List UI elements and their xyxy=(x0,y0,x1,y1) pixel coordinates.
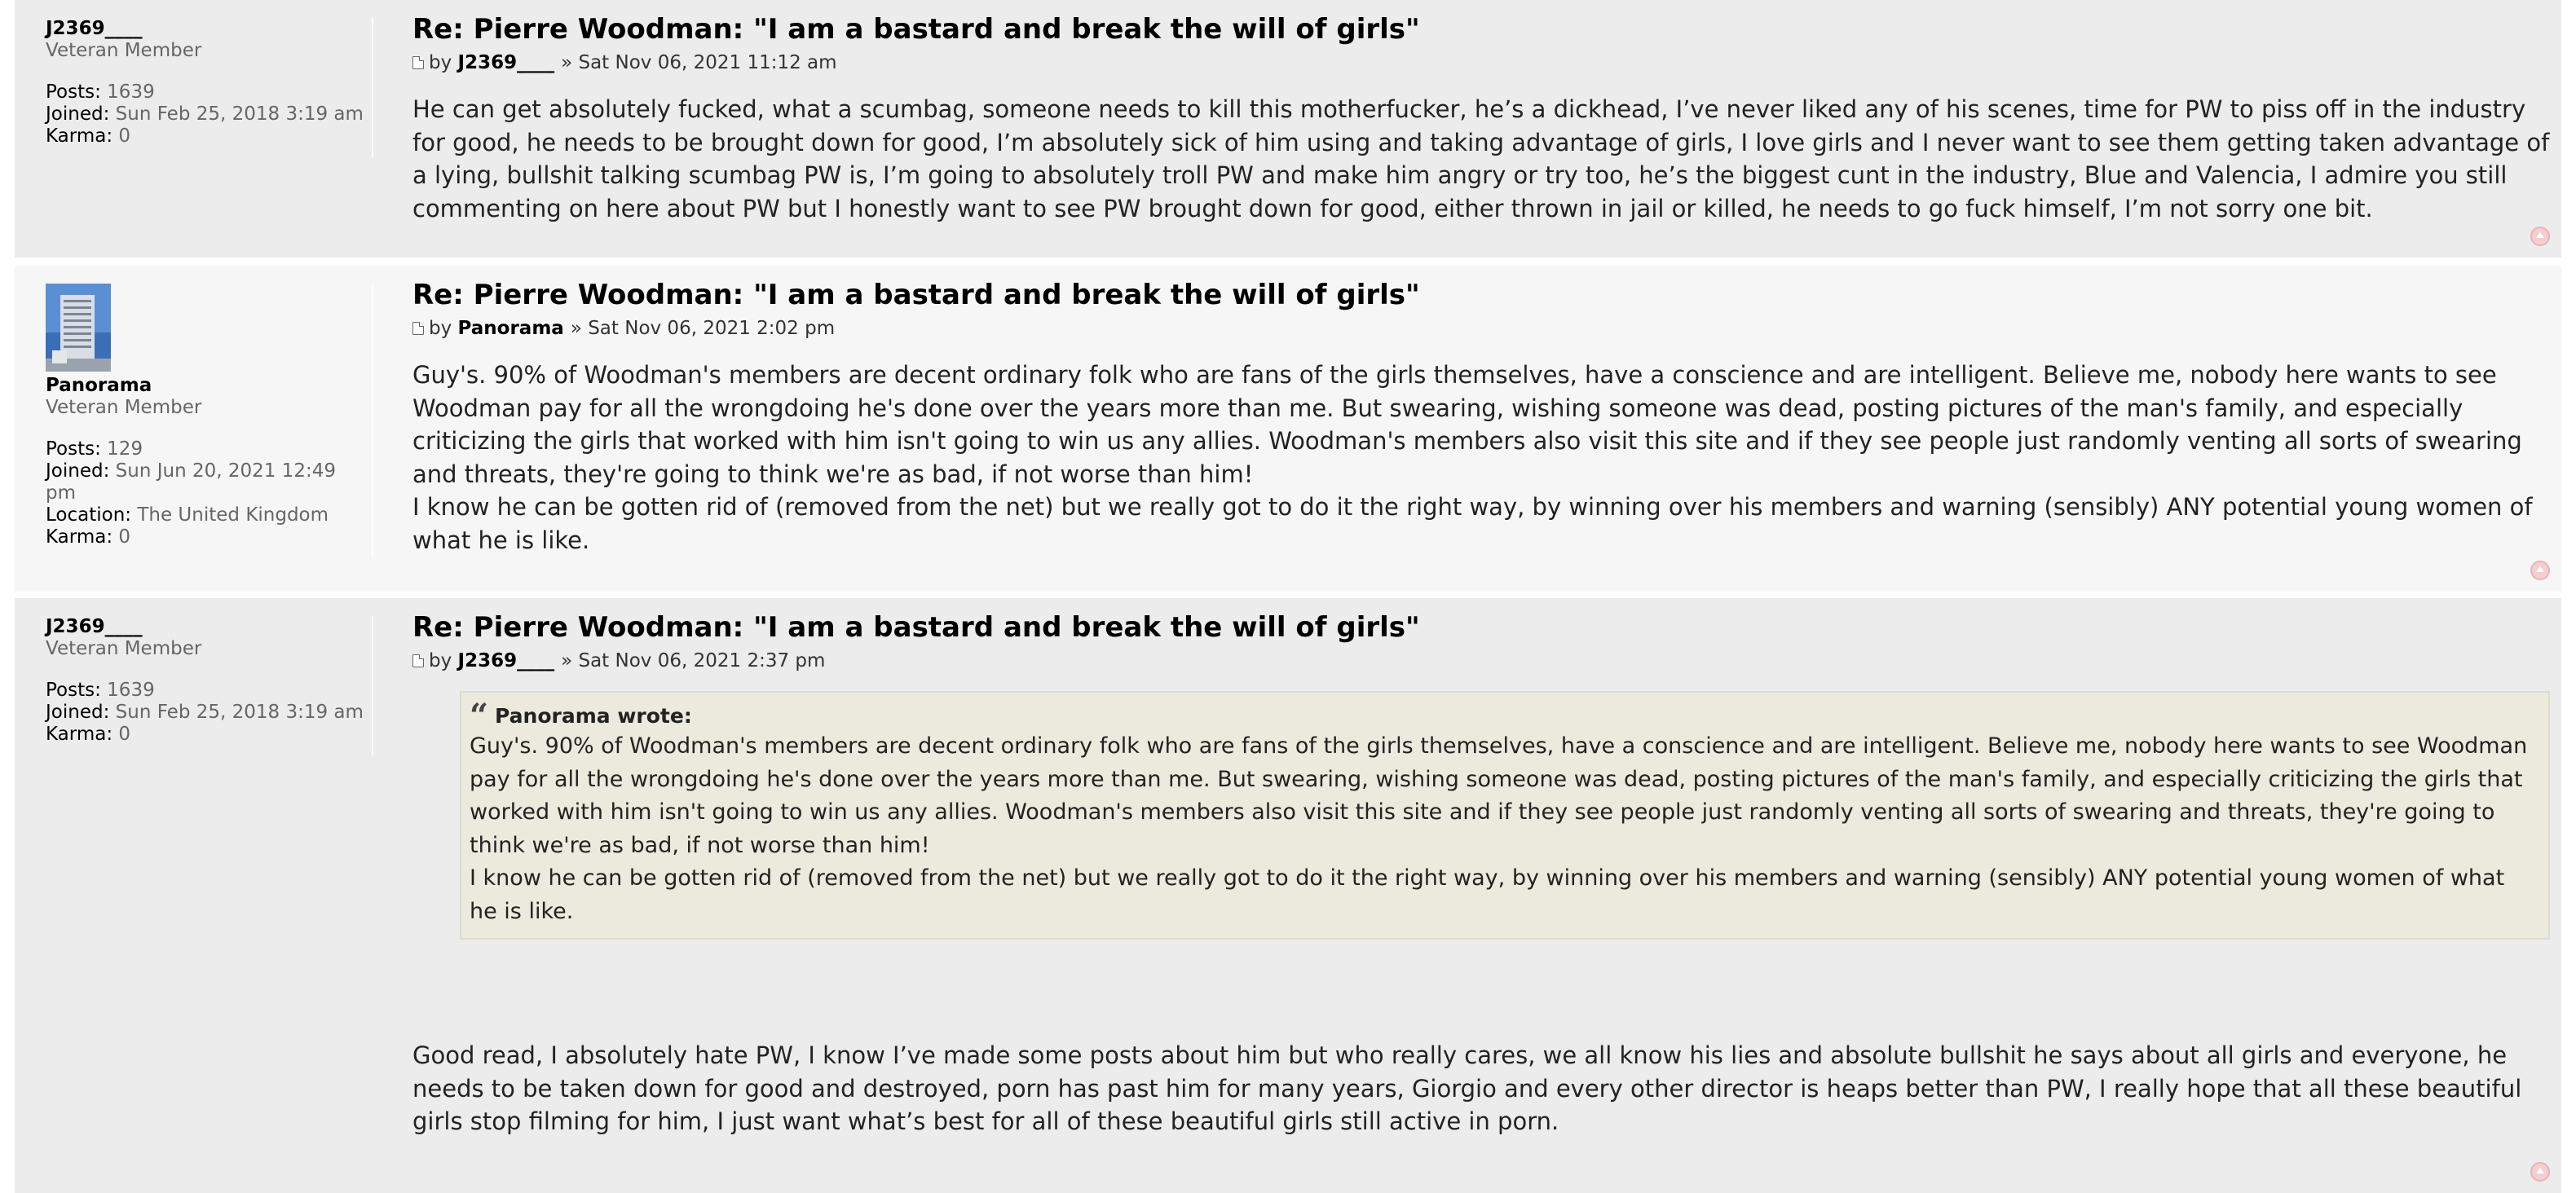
post-profile xyxy=(46,284,373,558)
arrow-up-circle-icon[interactable] xyxy=(2530,227,2550,246)
post-title[interactable]: Re: Pierre Woodman: "I am a bastard and break the will of girls" xyxy=(412,279,1420,311)
post-body xyxy=(412,277,2550,557)
author-location: Location: The United Kingdom xyxy=(46,504,329,526)
post xyxy=(15,266,2561,592)
author-name[interactable]: J2369____ xyxy=(46,18,143,39)
quote-block: “ Panorama wrote: Guy's. 90% of Woodman's members are decent ordinary folk who are fans of the girls themselves, have a conscience and are intelligent. Believe me, nobody here wants to see Woodman pay for all the wrongdoing he's done over the years more than me. But swearing, wishing someone was dead, posting pictures of the man's family, and especially criticizing the girls that worked with him isn't going to win us any allies. Woodman's members also visit this site and if they see people just randomly venting all sorts of swearing and threats, they're going to think we're as bad, if not worse than him! I know he can be gotten rid of (removed from the net) but we really got to do it the right way, by winning over his members and warning (sensibly) ANY potential young women of what he is like. xyxy=(460,691,2550,940)
author-link[interactable]: Panorama xyxy=(457,318,564,339)
document-icon[interactable] xyxy=(412,654,424,667)
post-date: » Sat Nov 06, 2021 2:02 pm xyxy=(570,318,836,339)
author-posts: Posts: 1639 xyxy=(46,81,155,103)
post xyxy=(15,0,2561,258)
post-body xyxy=(412,610,2550,1138)
author-joined: Joined: Sun Feb 25, 2018 3:19 am xyxy=(46,103,364,125)
author-name[interactable]: J2369____ xyxy=(46,616,143,637)
author-link[interactable]: J2369____ xyxy=(457,52,555,73)
author-karma: Karma: 0 xyxy=(46,526,131,548)
author-joined: Joined: Sun Feb 25, 2018 3:19 am xyxy=(46,702,364,723)
quote-icon: “ xyxy=(470,697,489,735)
author-joined: Joined: Sun Jun 20, 2021 12:49 pm xyxy=(46,460,336,504)
author-rank: Veteran Member xyxy=(46,40,202,61)
document-icon[interactable] xyxy=(412,56,424,69)
post-author-line: by Panorama » Sat Nov 06, 2021 2:02 pm xyxy=(412,315,2550,342)
author-rank: Veteran Member xyxy=(46,397,202,418)
avatar[interactable] xyxy=(46,284,111,372)
post-author-line: by J2369____ » Sat Nov 06, 2021 2:37 pm xyxy=(412,647,2550,675)
post-content: Good read, I absolutely hate PW, I know I’ve made some posts about him but who really cares, we all know his lies and absolute bullshit he says about all girls and everyone, he needs to be taken down for good and destroyed, porn has past him for many years, Giorgio and every other director is heaps better than PW, I really hope that all these beautiful girls stop filming for him, I just want what’s best for all of these beautiful girls still active in porn. xyxy=(412,1041,2522,1135)
document-icon[interactable] xyxy=(412,322,424,335)
post-profile xyxy=(46,18,373,157)
post-content: He can get absolutely fucked, what a scumbag, someone needs to kill this motherfucker, he’s a dickhead, I’ve never liked any of his scenes, time for PW to piss off in the industry for good, he needs to be brought down for good, I’m absolutely sick of him using and taking advantage of girls, I love girls and I never want to see them getting taken advantage of a lying, bullshit talking scumbag PW is, I’m going to absolutely troll PW and make him angry or try too, he’s the biggest cunt in the industry, Blue and Valencia, I admire you still commenting on here about PW but I honestly want to see PW brought down for good, either thrown in jail or killed, he needs to go fuck himself, I’m not sorry one bit. xyxy=(412,95,2550,222)
post xyxy=(15,598,2561,1193)
author-name[interactable]: Panorama xyxy=(46,375,152,396)
post-content: Guy's. 90% of Woodman's members are decent ordinary folk who are fans of the girls themselves, have a conscience and are intelligent. Believe me, nobody here wants to see Woodman pay for all the wrongdoing he's done over the years more than me. But swearing, wishing someone was dead, posting pictures of the man's family, and especially criticizing the girls that worked with him isn't going to win us any allies. Woodman's members also visit this site and if they see people just randomly venting all sorts of swearing and threats, they're going to think we're as bad, if not worse than him! I know he can be gotten rid of (removed from the net) but we really got to do it the right way, by winning over his members and warning (sensibly) ANY potential young women of what he is like. xyxy=(412,361,2533,554)
arrow-up-circle-icon[interactable] xyxy=(2530,1162,2550,1182)
quote-cite: “ Panorama wrote: xyxy=(470,697,692,735)
post-body xyxy=(412,11,2550,225)
post-profile xyxy=(46,616,373,755)
post-date: » Sat Nov 06, 2021 11:12 am xyxy=(561,52,837,73)
author-karma: Karma: 0 xyxy=(46,125,131,147)
author-karma: Karma: 0 xyxy=(46,724,131,745)
post-title[interactable]: Re: Pierre Woodman: "I am a bastard and break the will of girls" xyxy=(412,13,1420,46)
arrow-up-circle-icon[interactable] xyxy=(2530,561,2550,580)
author-posts: Posts: 129 xyxy=(46,438,143,460)
author-posts: Posts: 1639 xyxy=(46,680,155,701)
author-rank: Veteran Member xyxy=(46,638,202,659)
post-date: » Sat Nov 06, 2021 2:37 pm xyxy=(561,650,826,671)
author-link[interactable]: J2369____ xyxy=(457,650,555,671)
post-title[interactable]: Re: Pierre Woodman: "I am a bastard and break the will of girls" xyxy=(412,611,1420,644)
post-author-line: by J2369____ » Sat Nov 06, 2021 11:12 am xyxy=(412,49,2550,77)
